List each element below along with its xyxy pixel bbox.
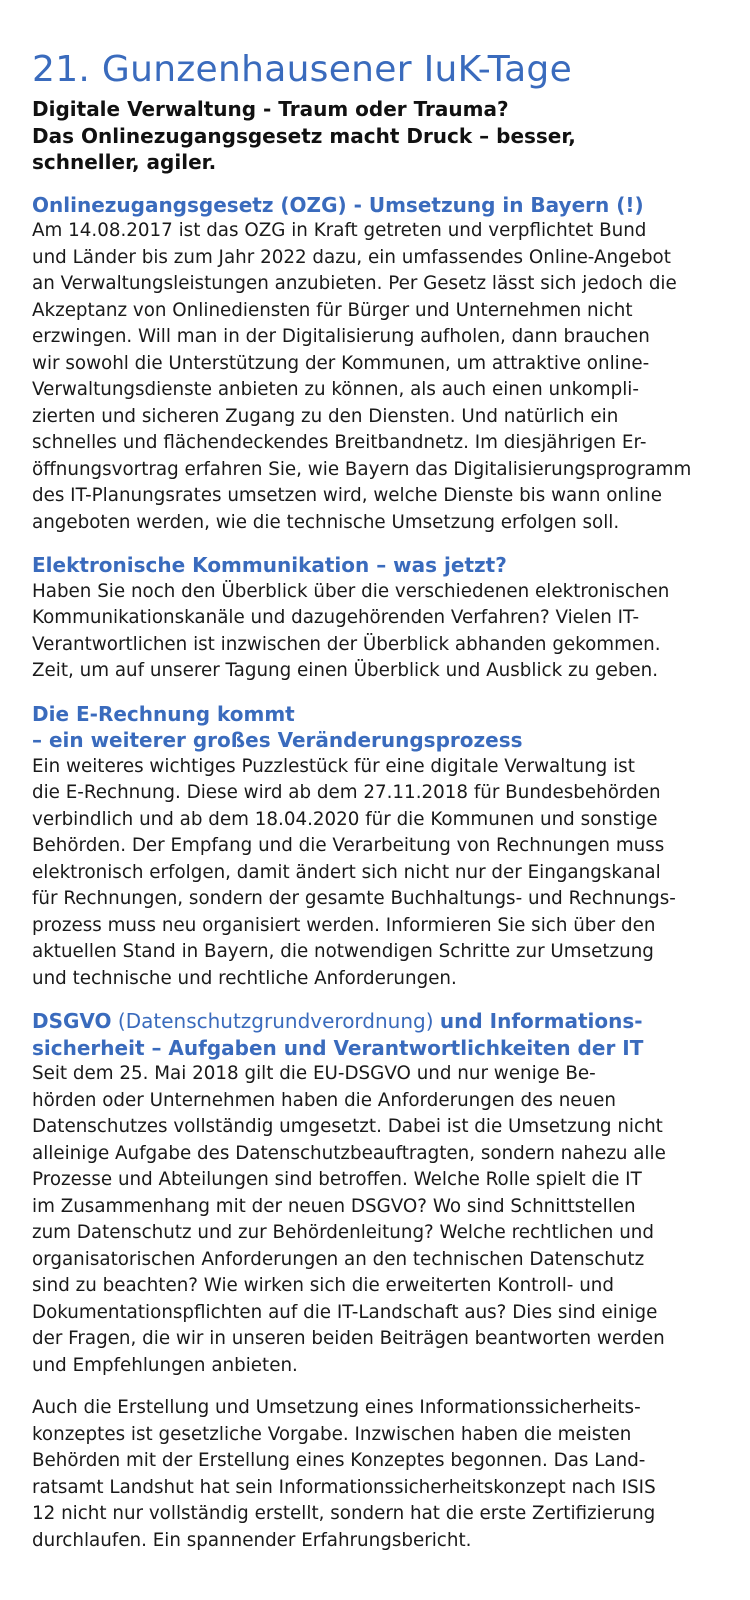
subtitle-line: Das Onlinezugangsgesetz macht Druck – besser,	[32, 123, 576, 148]
section-heading-line: Onlinezugangsgesetz (OZG) - Umsetzung in Bayern (!)	[32, 192, 644, 217]
section-ozg	[32, 192, 732, 537]
text-line: Verantwortlichen ist inzwischen der Überblick abhanden gekommen.	[32, 633, 661, 655]
text-line: sind zu beachten? Wie wirken sich die erweiterten Kontroll- und	[32, 1275, 614, 1296]
text-line: Auch die Erstellung und Umsetzung eines Informationssicherheits-	[32, 1397, 641, 1418]
text-line: elektronisch erfolgen, damit ändert sich nicht nur der Eingangskanal	[32, 861, 661, 883]
text-line: die E-Rechnung. Diese wird ab dem 27.11.2018 für Bundesbehörden	[32, 782, 661, 803]
text-line: prozess muss neu organisiert werden. Informieren Sie sich über den	[32, 914, 656, 936]
text-line: und technische und rechtliche Anforderungen.	[32, 967, 457, 989]
heading-bold-text: und Informations-	[439, 1009, 643, 1033]
text-line: Behörden mit der Erstellung eines Konzeptes begonnen. Das Land-	[32, 1450, 646, 1471]
text-line: Haben Sie noch den Überblick über die verschiedenen elektronischen	[32, 580, 670, 602]
text-line: durchlaufen. Ein spannender Erfahrungsbericht.	[32, 1529, 472, 1551]
section-paragraph	[32, 579, 732, 685]
section-heading	[32, 701, 732, 754]
text-line: der Fragen, die wir in unseren beiden Beiträgen beantworten werden	[32, 1328, 665, 1349]
text-line: schnelles und flächendeckendes Breitbandnetz. Im diesjährigen Er-	[32, 432, 647, 453]
section-heading-line: sicherheit – Aufgaben und Verantwortlichkeiten der IT	[32, 1035, 644, 1060]
text-line: für Rechnungen, sondern der gesamte Buchhaltungs- und Rechnungs-	[32, 888, 676, 909]
text-line: des IT-Planungsrates umsetzen wird, welche Dienste bis wann online	[32, 485, 662, 506]
section-e-rechnung	[32, 701, 732, 993]
text-line: wir sowohl die Unterstützung der Kommunen, um attraktive online-	[32, 352, 650, 374]
text-line: Ein weiteres wichtiges Puzzlestück für eine digitale Verwaltung ist	[32, 755, 635, 777]
text-line: zum Datenschutz und zur Behördenleitung? Welche rechtlichen und	[32, 1222, 654, 1243]
subtitle-line: Digitale Verwaltung - Traum oder Trauma?	[32, 97, 509, 121]
heading-bold-text: DSGVO	[32, 1009, 112, 1033]
text-line: an Verwaltungsleistungen anzubieten. Per Gesetz lässt sich jedoch die	[32, 273, 677, 294]
text-line: Datenschutzes vollständig umgesetzt. Dabei ist die Umsetzung nicht	[32, 1116, 663, 1137]
paragraph-gap	[32, 1379, 732, 1395]
document-page	[32, 48, 732, 1570]
section-paragraph	[32, 218, 732, 536]
section-paragraph	[32, 1395, 732, 1554]
text-line: angeboten werden, wie die technische Umsetzung erfolgen soll.	[32, 511, 620, 533]
text-line: im Zusammenhang mit der neuen DSGVO? Wo sind Schnittstellen	[32, 1195, 636, 1217]
text-line: öffnungsvortrag erfahren Sie, wie Bayern das Digitalisierungsprogramm	[32, 458, 692, 480]
page-title: 21. Gunzenhausener IuK-Tage	[32, 49, 573, 90]
text-line: Zeit, um auf unserer Tagung einen Überblick und Ausblick zu geben.	[32, 660, 659, 681]
text-line: 12 nicht nur vollständig erstellt, sondern hat die erste Zertifizierung	[32, 1503, 656, 1524]
text-line: Verwaltungsdienste anbieten zu können, als auch einen unkompli-	[32, 379, 639, 400]
text-line: Prozesse und Abteilungen sind betroffen. Welche Rolle spielt die IT	[32, 1169, 642, 1190]
text-line: konzeptes ist gesetzliche Vorgabe. Inzwischen haben die meisten	[32, 1423, 632, 1445]
text-line: Dokumentationspflichten auf die IT-Landschaft aus? Dies sind einige	[32, 1301, 658, 1323]
section-heading	[32, 1008, 732, 1061]
section-heading-line: – ein weiterer großes Veränderungsprozess	[32, 728, 523, 752]
text-line: organisatorischen Anforderungen an den technischen Datenschutz	[32, 1248, 645, 1270]
section-heading	[32, 192, 732, 219]
heading-light-text: (Datenschutzgrundverordnung)	[111, 1009, 440, 1033]
section-heading	[32, 552, 732, 579]
section-heading-line: Die E-Rechnung kommt	[32, 701, 295, 726]
text-line: zierten und sicheren Zugang zu den Diensten. Und natürlich ein	[32, 405, 619, 427]
text-line: aktuellen Stand in Bayern, die notwendigen Schritte zur Umsetzung	[32, 941, 654, 962]
text-line: ratsamt Landshut hat sein Informationssicherheitskonzept nach ISIS	[32, 1476, 656, 1498]
text-line: Kommunikationskanäle und dazugehörenden Verfahren? Vielen IT-	[32, 607, 640, 628]
text-line: Behörden. Der Empfang und die Verarbeitung von Rechnungen muss	[32, 835, 665, 856]
text-line: erzwingen. Will man in der Digitalisierung aufholen, dann brauchen	[32, 326, 650, 347]
section-heading-line: Elektronische Kommunikation – was jetzt?	[32, 553, 507, 577]
page-subtitle	[32, 96, 732, 176]
text-line: Am 14.08.2017 ist das OZG in Kraft getreten und verpflichtet Bund	[32, 220, 647, 241]
section-kommunikation	[32, 552, 732, 685]
text-line: Akzeptanz von Onlinediensten für Bürger und Unternehmen nicht	[32, 299, 633, 321]
section-paragraph	[32, 754, 732, 993]
section-heading-line	[32, 1008, 732, 1035]
text-line: und Empfehlungen anbieten.	[32, 1354, 298, 1376]
text-line: und Länder bis zum Jahr 2022 dazu, ein umfassendes Online-Angebot	[32, 246, 671, 268]
text-line: hörden oder Unternehmen haben die Anforderungen des neuen	[32, 1089, 616, 1111]
text-line: verbindlich und ab dem 18.04.2020 für die Kommunen und sonstige	[32, 808, 658, 830]
section-dsgvo	[32, 1008, 732, 1554]
text-line: alleinige Aufgabe des Datenschutzbeauftragten, sondern nahezu alle	[32, 1142, 666, 1164]
subtitle-line: schneller, agiler.	[32, 150, 217, 174]
text-line: Seit dem 25. Mai 2018 gilt die EU-DSGVO und nur wenige Be-	[32, 1063, 596, 1084]
section-paragraph	[32, 1061, 732, 1379]
